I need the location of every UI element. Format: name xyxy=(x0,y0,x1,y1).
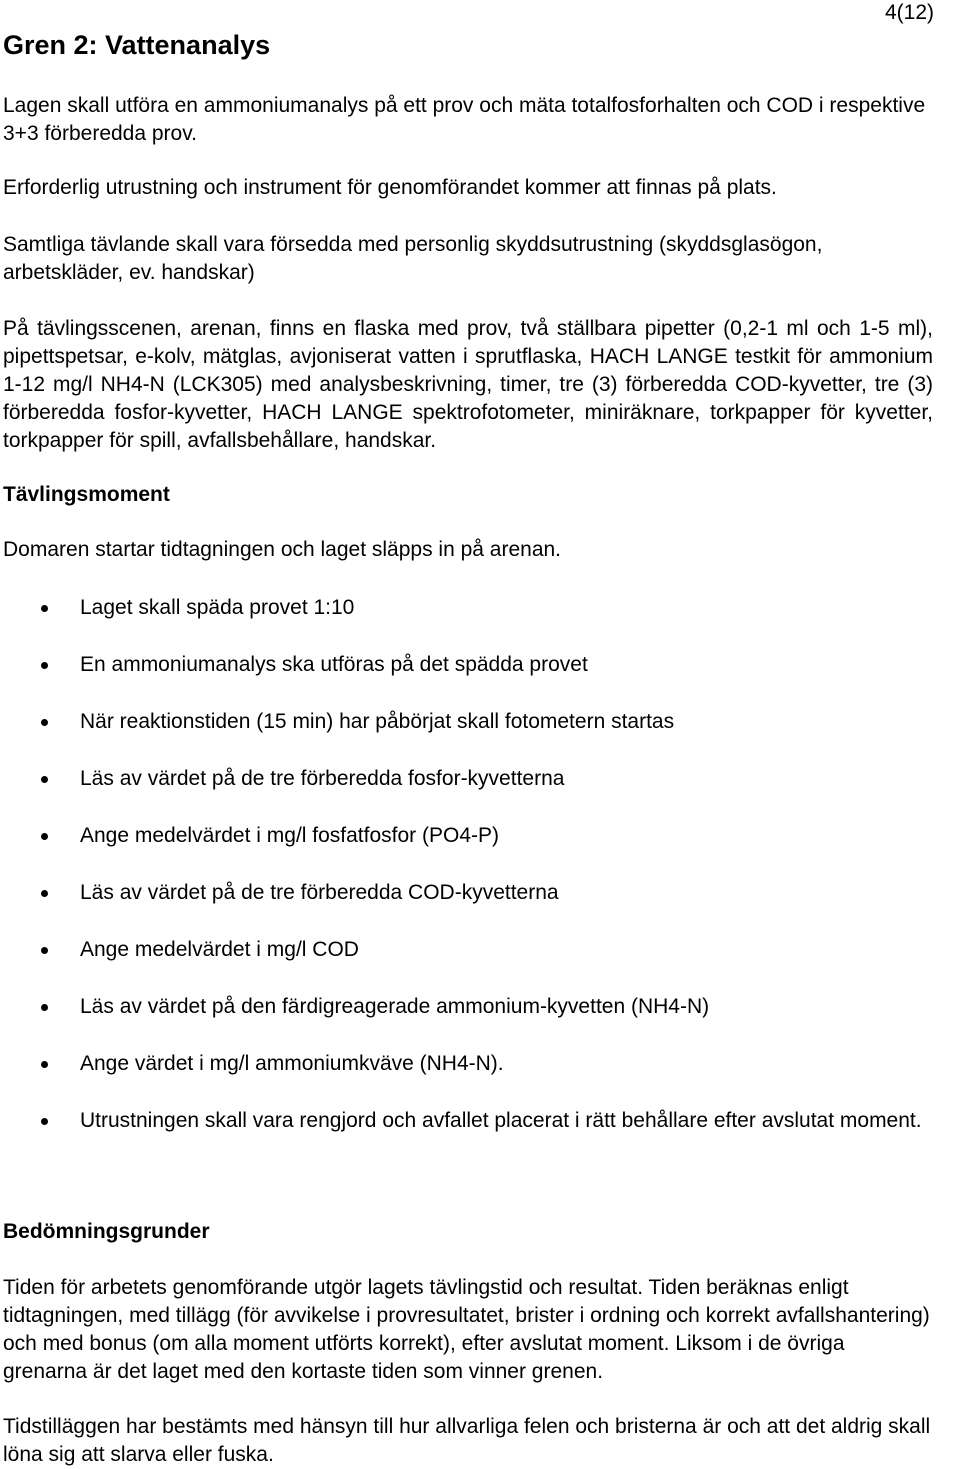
equipment-paragraph: På tävlingsscenen, arenan, finns en flaska med prov, två ställbara pipetter (0,2-1 ml och 1-5 ml), pipettspetsar, e-kolv, mätglas, avjoniserat vatten i sprutflaska, HACH LANGE testkit för ammonium 1-12 mg/l NH4-N (LCK305) med analysbeskrivning, timer, tre (3) förberedda COD-kyvetter, tre (3) förberedda fosfor-kyvetter, HACH LANGE spektrofotometer, miniräknare, torkpapper för kyvetter, torkpapper för spill, avfallsbehållare, handskar. xyxy=(3,317,933,452)
bullet-icon xyxy=(41,719,48,726)
list-item xyxy=(3,1050,933,1078)
bullet-icon xyxy=(41,890,48,897)
bullet-icon xyxy=(41,1118,48,1125)
intro-paragraph-1: Lagen skall utföra en ammoniumanalys på ett prov och mäta totalfosforhalten och COD i respektive 3+3 förberedda prov. xyxy=(3,94,926,145)
grounds-paragraph-2: Tidstilläggen har bestämts med hänsyn till hur allvarliga felen och bristerna är och att det aldrig skall löna sig att slarva eller fuska. xyxy=(3,1415,931,1466)
list-item-text: Ange medelvärdet i mg/l COD xyxy=(80,938,359,961)
moments-intro: Domaren startar tidtagningen och laget släpps in på arenan. xyxy=(3,538,562,561)
moments-list xyxy=(3,594,933,1164)
bullet-icon xyxy=(41,1004,48,1011)
list-item-text: Ange medelvärdet i mg/l fosfatfosfor (PO4-P) xyxy=(80,824,500,847)
list-item-text: Läs av värdet på de tre förberedda fosfor-kyvetterna xyxy=(80,767,565,790)
bullet-icon xyxy=(41,833,48,840)
page-title: Gren 2: Vattenanalys xyxy=(3,30,271,60)
list-item-text: Läs av värdet på den färdigreagerade ammonium-kyvetten (NH4-N) xyxy=(80,995,710,1018)
list-item-text: Laget skall späda provet 1:10 xyxy=(80,596,355,619)
intro-paragraph-3: Samtliga tävlande skall vara försedda med personlig skyddsutrustning (skyddsglasögon, arbetskläder, ev. handskar) xyxy=(3,233,823,284)
bullet-icon xyxy=(41,605,48,612)
list-item-text: Utrustningen skall vara rengjord och avfallet placerat i rätt behållare efter avslutat moment. xyxy=(80,1109,922,1132)
bullet-icon xyxy=(41,662,48,669)
section-heading-grounds: Bedömningsgrunder xyxy=(3,1220,210,1243)
grounds-paragraph-1: Tiden för arbetets genomförande utgör lagets tävlingstid och resultat. Tiden beräknas enligt tidtagningen, med tillägg (för avvikelse i provresultatet, brister i ordning och korrekt avfallshantering) och med bonus (om alla moment utförts korrekt), efter avslutat moment. Liksom i de övriga grenarna är det laget med den kortaste tiden som vinner grenen. xyxy=(3,1276,930,1383)
list-item xyxy=(3,594,933,622)
bullet-icon xyxy=(41,1061,48,1068)
list-item-text: Läs av värdet på de tre förberedda COD-kyvetterna xyxy=(80,881,559,904)
page-number: 4(12) xyxy=(884,1,934,24)
list-item xyxy=(3,1107,950,1135)
bullet-icon xyxy=(41,776,48,783)
list-item-text: En ammoniumanalys ska utföras på det spädda provet xyxy=(80,653,588,676)
list-item xyxy=(3,879,933,907)
section-heading-moments: Tävlingsmoment xyxy=(3,483,170,506)
bullet-icon xyxy=(41,947,48,954)
list-item-text: När reaktionstiden (15 min) har påbörjat skall fotometern startas xyxy=(80,710,675,733)
list-item-text: Ange värdet i mg/l ammoniumkväve (NH4-N). xyxy=(80,1052,504,1075)
list-item xyxy=(3,708,933,736)
list-item xyxy=(3,765,933,793)
list-item xyxy=(3,651,933,679)
list-item xyxy=(3,936,933,964)
list-item xyxy=(3,822,933,850)
list-item xyxy=(3,993,933,1021)
intro-paragraph-2: Erforderlig utrustning och instrument för genomförandet kommer att finnas på plats. xyxy=(3,176,777,199)
